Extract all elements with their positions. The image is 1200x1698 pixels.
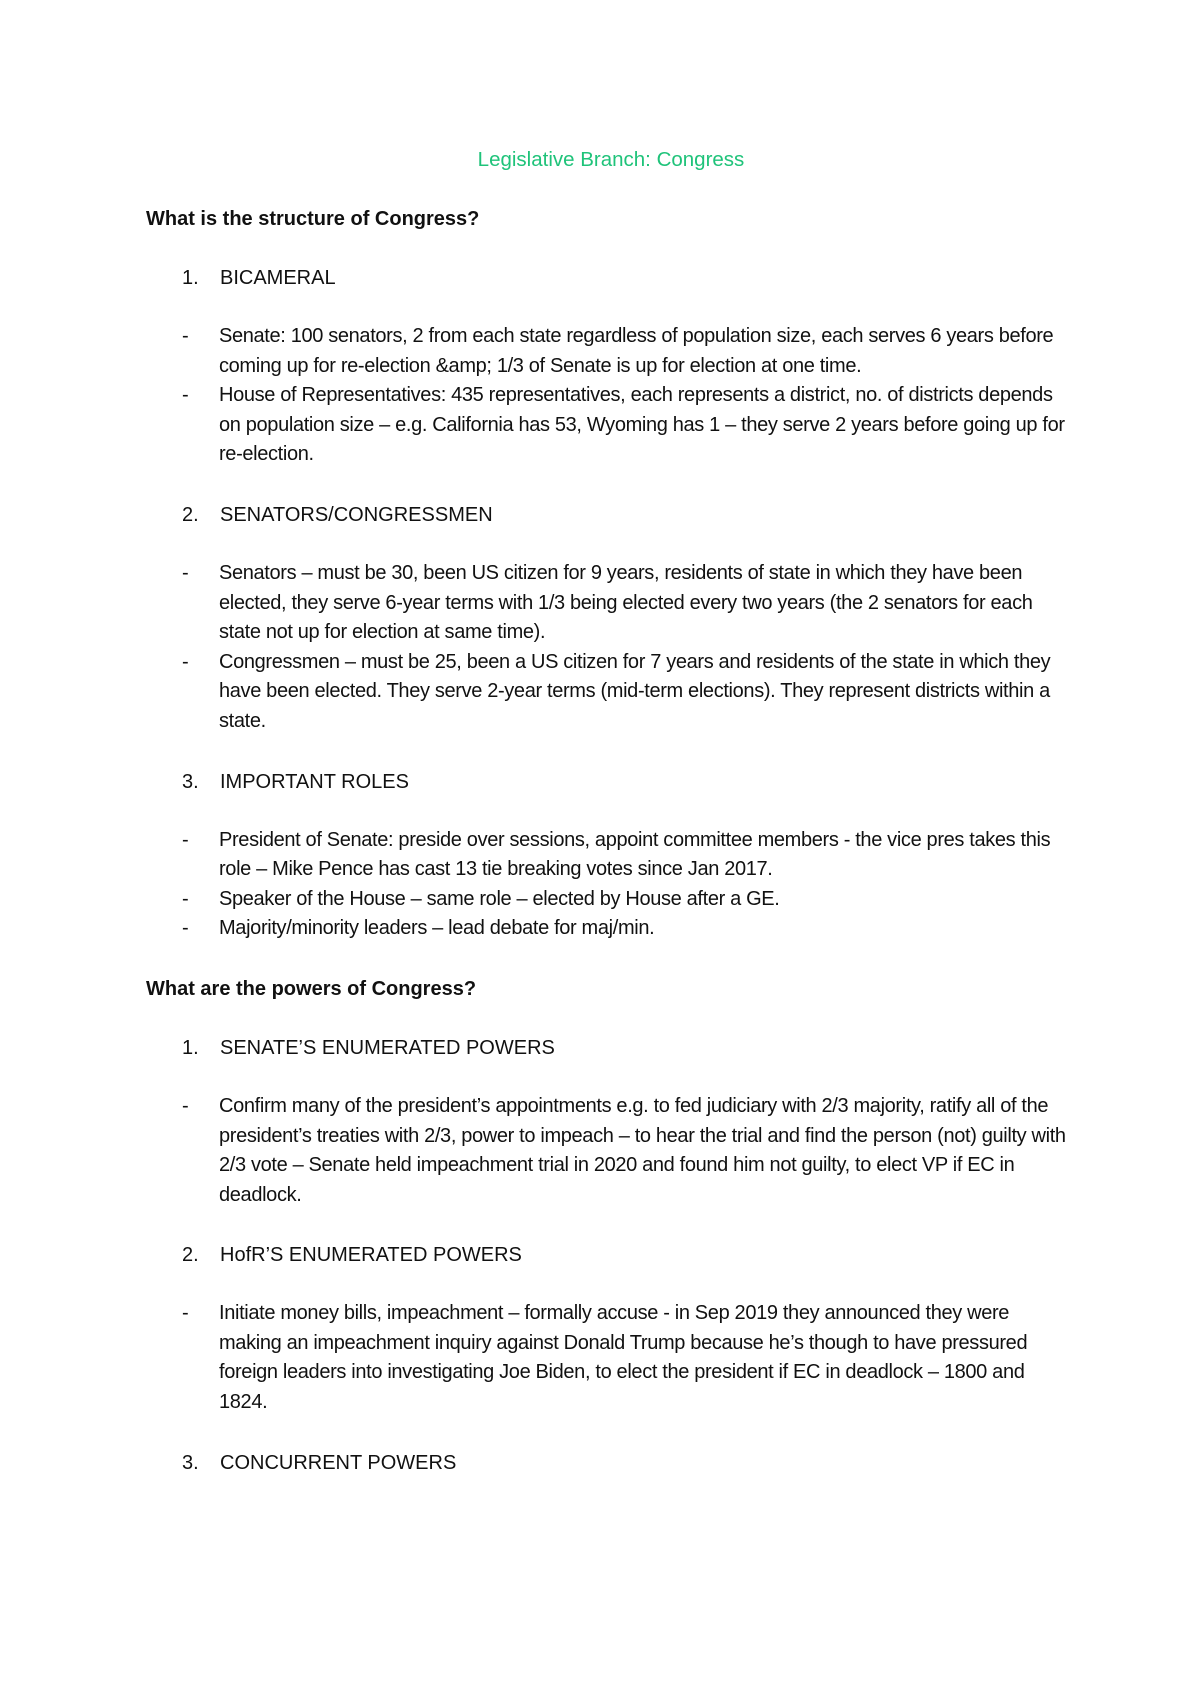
numbered-section-heading (146, 263, 1066, 293)
numbered-section-heading (146, 1033, 1066, 1063)
dash-bullet-icon: - (182, 1302, 189, 1325)
dash-bullet-icon: - (182, 384, 189, 407)
section-number: 1. (182, 267, 199, 289)
section-label: CONCURRENT POWERS (220, 1451, 457, 1474)
section-label: SENATE’S ENUMERATED POWERS (220, 1036, 555, 1059)
numbered-section-heading (146, 767, 1066, 797)
dash-bullet-icon: - (182, 650, 189, 673)
list-item-text: Initiate money bills, impeachment – formally accuse - in Sep 2019 they announced they were making an impeachment inquiry against Donald Trump because he’s though to have pressured foreign leaders into investigating Joe Biden, to elect the president if EC in deadlock – 1800 and 1824. (219, 1302, 1028, 1414)
list-item-text: Speaker of the House – same role – elected by House after a GE. (219, 887, 780, 910)
list-item-text: Congressmen – must be 25, been a US citizen for 7 years and residents of the state in which they have been elected. They serve 2-year terms (mid-term elections). They represent districts within a state. (219, 650, 1051, 732)
dash-bullet-icon: - (182, 828, 189, 851)
section-number: 2. (182, 503, 199, 526)
bullet-list (146, 1092, 1066, 1210)
list-item-text: President of Senate: preside over sessions, appoint committee members - the vice pres takes this role – Mike Pence has cast 13 tie breaking votes since Jan 2017. (219, 828, 1051, 881)
bullet-list (146, 322, 1066, 470)
numbered-section (146, 1033, 1066, 1210)
list-item (146, 648, 1066, 737)
list-item (146, 322, 1066, 381)
list-item (146, 826, 1066, 885)
section-number: 1. (182, 1036, 199, 1059)
numbered-section-heading (146, 1448, 1066, 1478)
section-number: 2. (182, 1244, 199, 1267)
list-item (146, 1299, 1066, 1417)
list-item-text: Senate: 100 senators, 2 from each state regardless of population size, each serves 6 years before coming up for re-election &amp; 1/3 of Senate is up for election at one time. (219, 325, 1054, 377)
dash-bullet-icon: - (182, 561, 189, 584)
list-item-text: Confirm many of the president’s appointments e.g. to fed judiciary with 2/3 majority, ratify all of the president’s treaties with 2/3, power to impeach – to hear the trial and find the person (not) guilty with 2/3 vote – Senate held impeachment trial in 2020 and found him not guilty, to elect VP if EC in deadlock. (219, 1094, 1066, 1206)
section-question-heading: What are the powers of Congress? (146, 977, 477, 1000)
list-item (146, 381, 1066, 470)
section-number: 3. (182, 770, 199, 793)
dash-bullet-icon: - (182, 1094, 189, 1117)
numbered-section-heading (146, 1240, 1066, 1270)
list-item-text: Senators – must be 30, been US citizen for 9 years, residents of state in which they have been elected, they serve 6-year terms with 1/3 being elected every two years (the 2 senators for each state not up for election at same time). (219, 561, 1033, 644)
section-label: BICAMERAL (220, 267, 336, 289)
numbered-section (146, 263, 1066, 470)
dash-bullet-icon: - (182, 887, 189, 910)
dash-bullet-icon: - (182, 325, 189, 347)
list-item (146, 1092, 1066, 1210)
document-body (146, 145, 1066, 1508)
numbered-section (146, 500, 1066, 737)
list-item (146, 559, 1066, 648)
section-label: IMPORTANT ROLES (220, 770, 409, 793)
list-item (146, 914, 1066, 944)
questions-container (146, 204, 1066, 1478)
section-question-heading: What is the structure of Congress? (146, 208, 480, 230)
numbered-section (146, 1448, 1066, 1478)
section-number: 3. (182, 1451, 199, 1474)
document-title: Legislative Branch: Congress (477, 148, 745, 171)
numbered-section (146, 1240, 1066, 1417)
dash-bullet-icon: - (182, 917, 189, 940)
section-label: HofR’S ENUMERATED POWERS (220, 1244, 522, 1267)
bullet-list (146, 826, 1066, 944)
list-item (146, 885, 1066, 915)
bullet-list (146, 559, 1066, 737)
list-item-text: House of Representatives: 435 representatives, each represents a district, no. of districts depends on population size – e.g. California has 53, Wyoming has 1 – they serve 2 years before going up for re-election. (219, 384, 1065, 466)
numbered-section (146, 767, 1066, 944)
bullet-list (146, 1299, 1066, 1417)
numbered-section-heading (146, 500, 1066, 530)
list-item-text: Majority/minority leaders – lead debate for maj/min. (219, 917, 655, 940)
section-label: SENATORS/CONGRESSMEN (220, 503, 493, 526)
